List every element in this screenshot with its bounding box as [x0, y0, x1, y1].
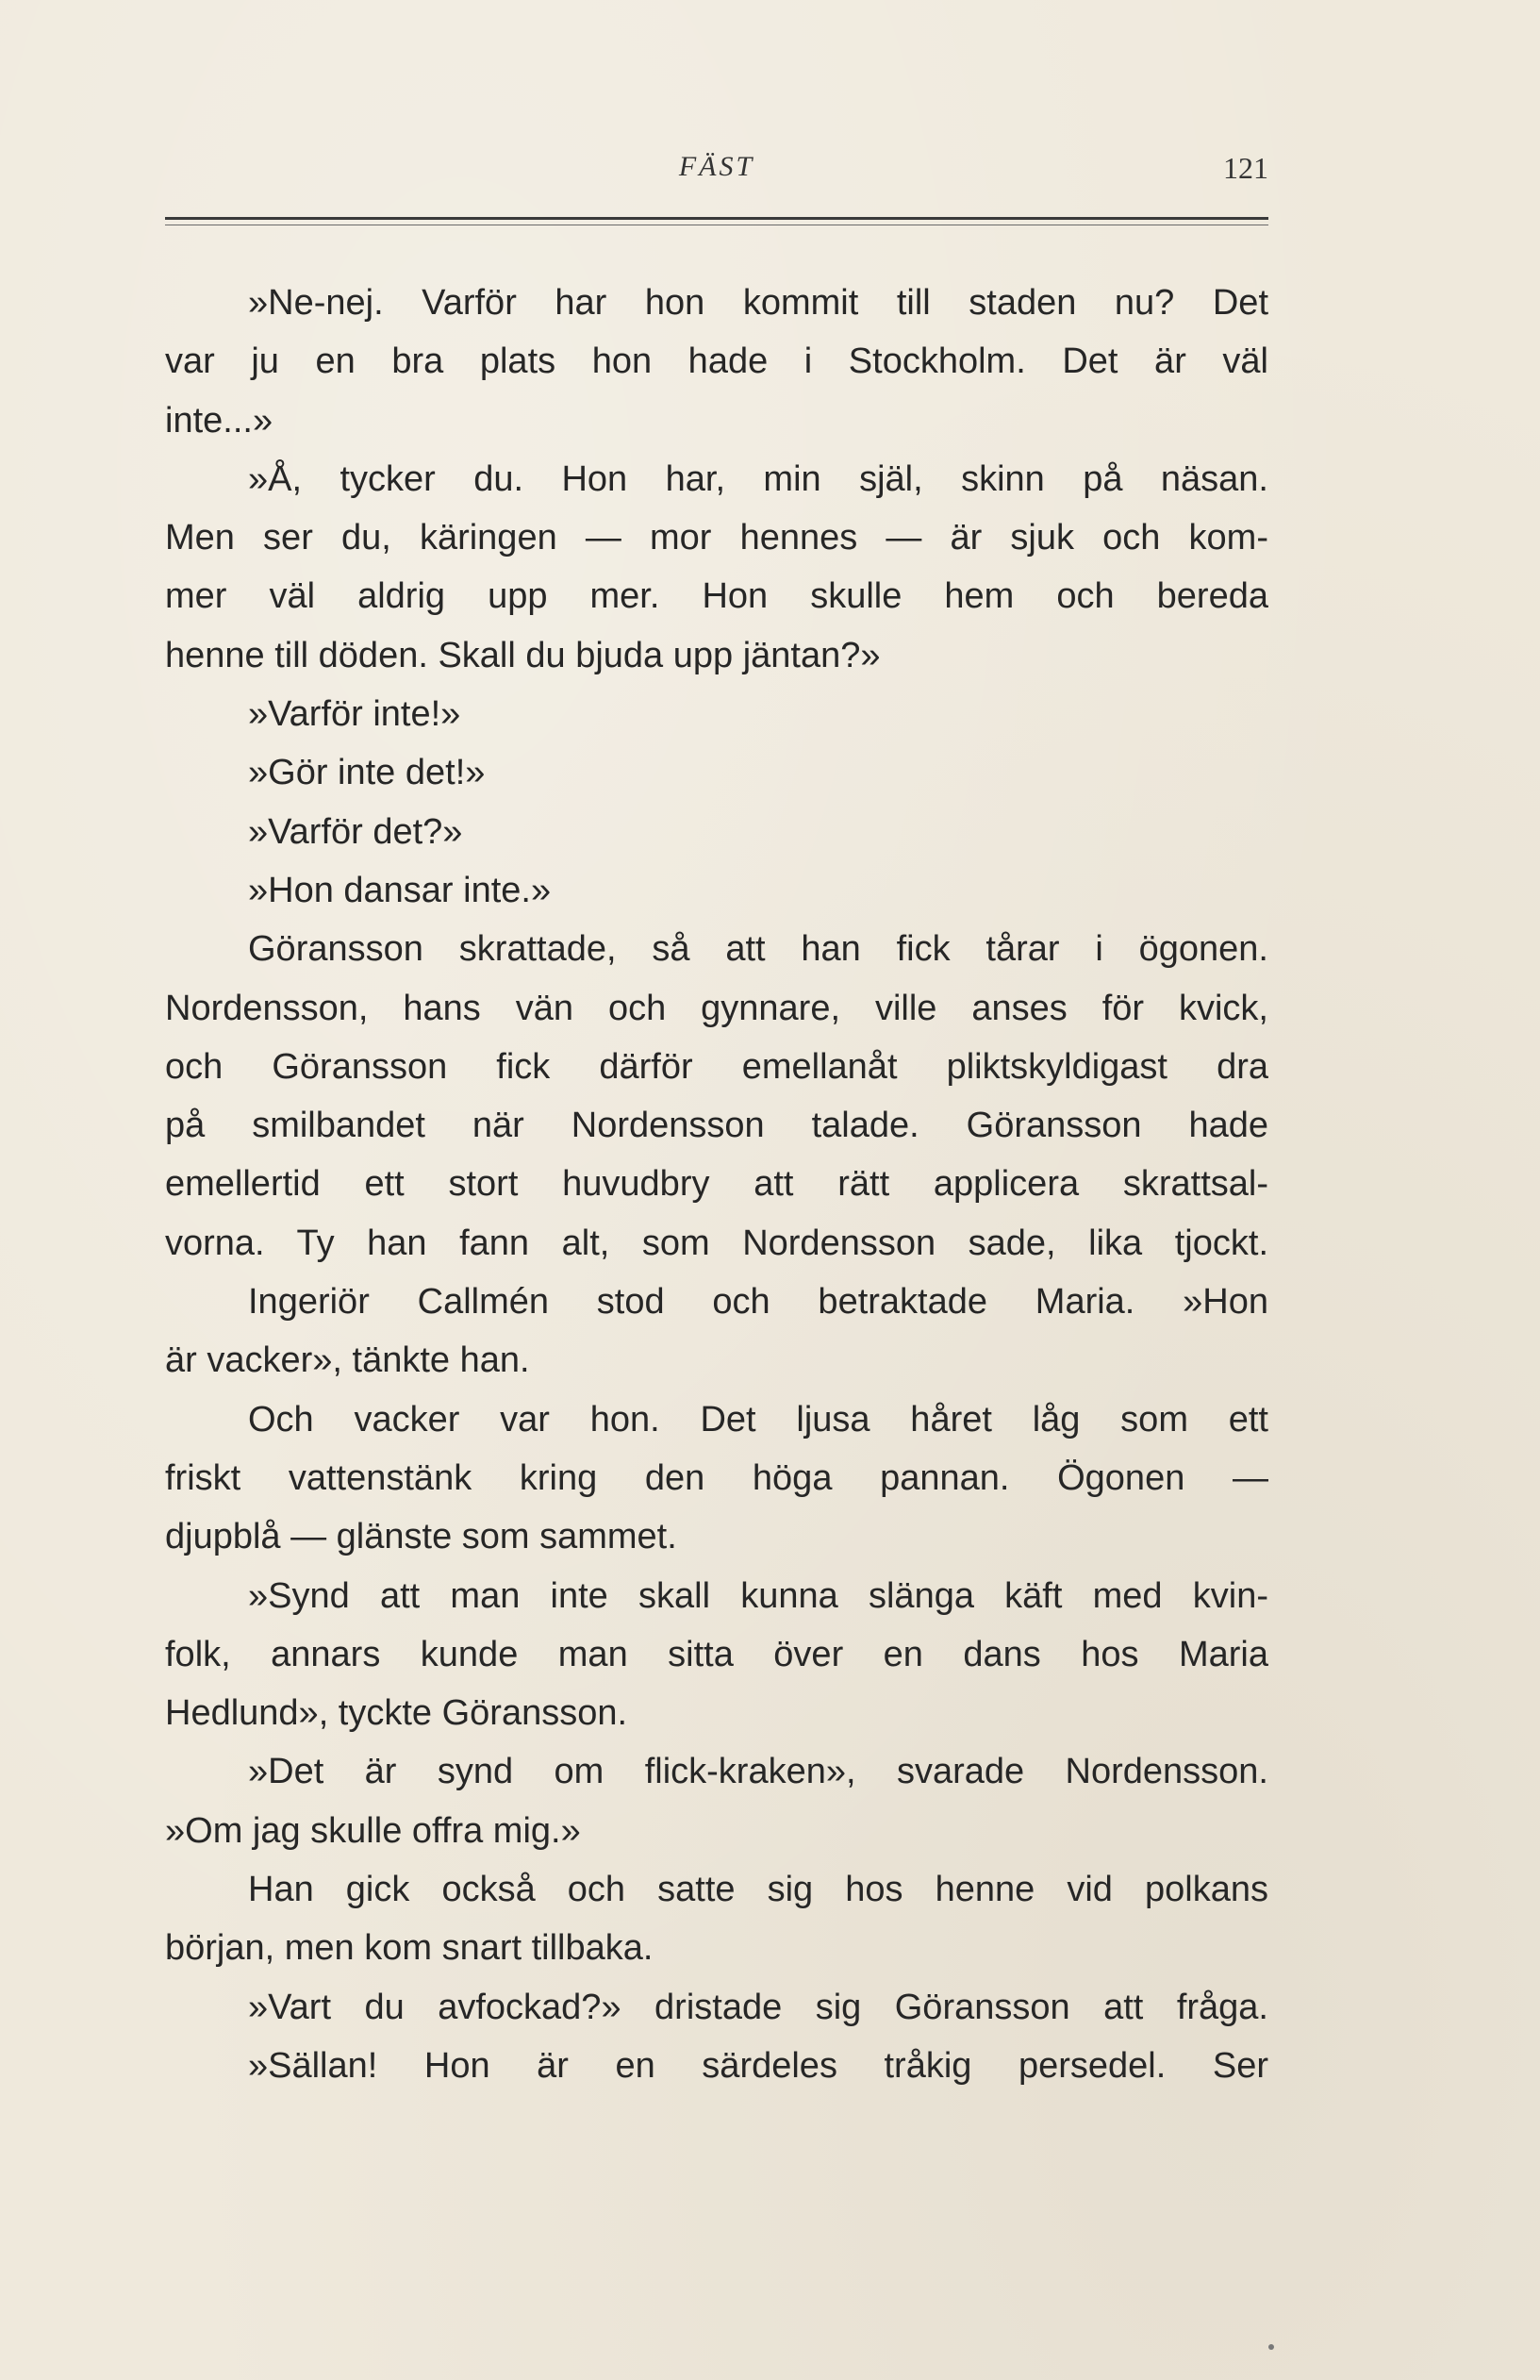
text-line: »Hon dansar inte.» [248, 870, 552, 910]
text-line: »Synd att man inte skall kunna slänga käft med kvin- [248, 1575, 1268, 1616]
print-speck [1268, 2344, 1274, 2350]
body-text [165, 274, 1268, 2095]
text-line: »Sällan! Hon är en särdeles tråkig persedel. Ser [248, 2045, 1268, 2086]
text-line: är vacker», tänkte han. [165, 1340, 530, 1381]
text-line: »Vart du avfockad?» dristade sig Göransson att fråga. [248, 1987, 1268, 2027]
running-head [165, 151, 1268, 208]
text-line: mer väl aldrig upp mer. Hon skulle hem och bereda [165, 576, 1268, 617]
text-line: Men ser du, käringen — mor hennes — är sjuk och kom- [165, 518, 1268, 558]
text-line: »Om jag skulle offra mig.» [165, 1810, 581, 1851]
text-line: »Å, tycker du. Hon har, min själ, skinn på näsan. [248, 458, 1268, 499]
text-line: Han gick också och satte sig hos henne vid polkans [248, 1870, 1268, 1910]
text-line: Och vacker var hon. Det ljusa håret låg som ett [248, 1399, 1268, 1440]
text-line: djupblå — glänste som sammet. [165, 1517, 677, 1557]
text-line: emellertid ett stort huvudbry att rätt applicera skrattsal- [165, 1164, 1268, 1205]
text-line: Göransson skrattade, så att han fick tårar i ögonen. [248, 929, 1268, 970]
text-line: »Ne-nej. Varför har hon kommit till staden nu? Det [248, 283, 1268, 323]
text-line: Nordensson, hans vän och gynnare, ville anses för kvick, [165, 988, 1268, 1028]
text-line: på smilbandet när Nordensson talade. Göransson hade [165, 1106, 1268, 1146]
text-line: var ju en bra plats hon hade i Stockholm. Det är väl [165, 341, 1268, 382]
text-line: »Varför inte!» [248, 694, 461, 735]
text-line: henne till döden. Skall du bjuda upp jäntan?» [165, 635, 881, 675]
text-line: Hedlund», tyckte Göransson. [165, 1693, 628, 1734]
text-line: Ingeriör Callmén stod och betraktade Maria. »Hon [248, 1282, 1268, 1323]
text-line: och Göransson fick därför emellanåt pliktskyldigast dra [165, 1046, 1268, 1087]
text-line: inte...» [165, 400, 273, 441]
text-line: »Gör inte det!» [248, 753, 486, 793]
text-line: »Varför det?» [248, 811, 463, 852]
text-line: »Det är synd om flick-kraken», svarade Nordensson. [248, 1752, 1268, 1792]
header-rule [165, 217, 1268, 220]
page-number: 121 [1223, 151, 1268, 185]
text-line: friskt vattenstänk kring den höga pannan. Ögonen — [165, 1457, 1268, 1498]
text-line: folk, annars kunde man sitta över en dans hos Maria [165, 1634, 1268, 1674]
text-line: början, men kom snart tillbaka. [165, 1928, 654, 1969]
running-title: FÄST [678, 151, 755, 182]
text-line: vorna. Ty han fann alt, som Nordensson sade, lika tjockt. [165, 1223, 1268, 1263]
